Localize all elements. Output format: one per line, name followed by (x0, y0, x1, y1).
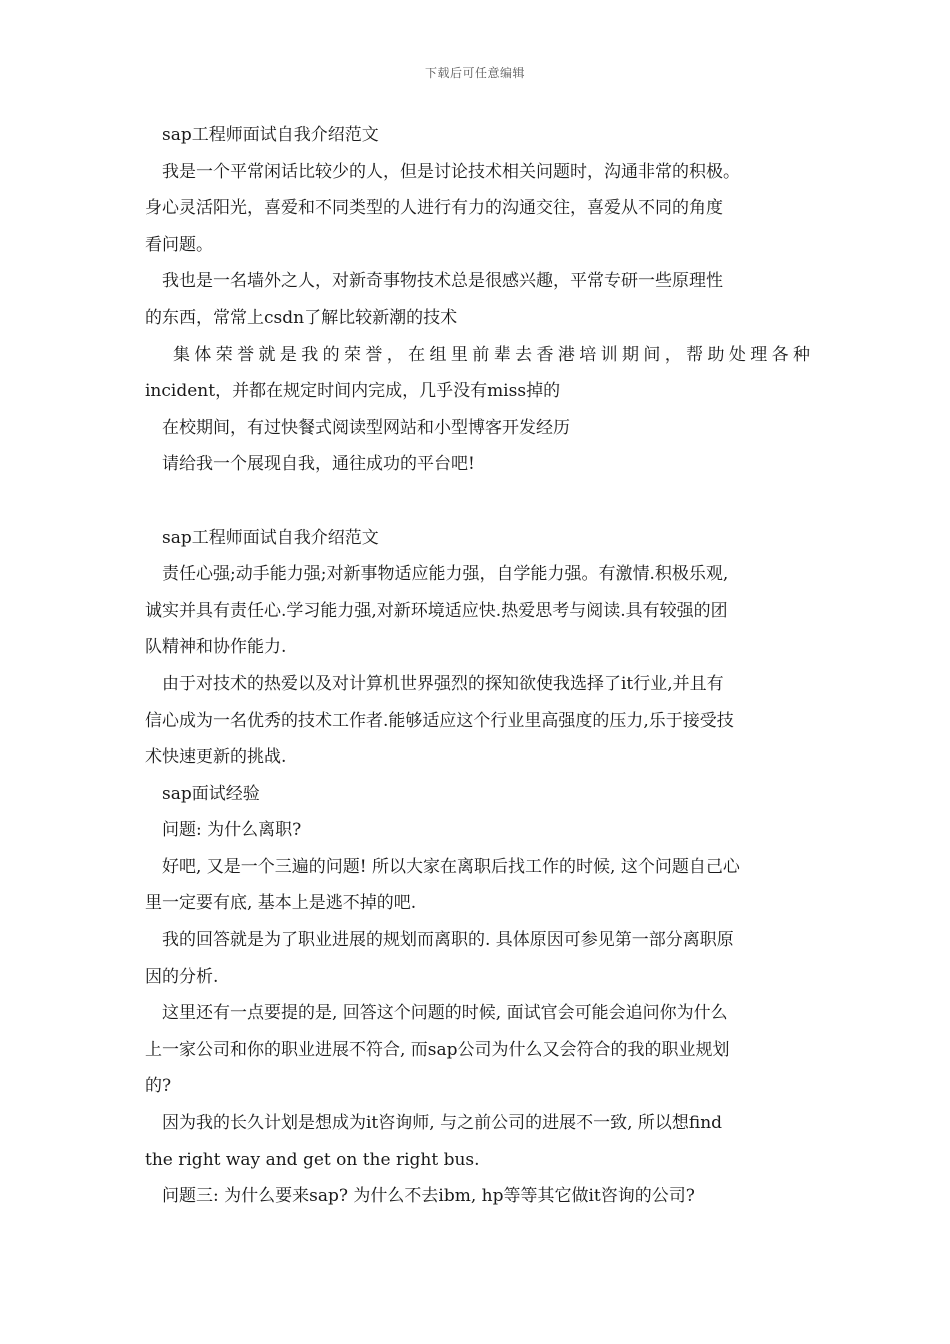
section-title: sap工程师面试自我介绍范文 (162, 527, 379, 548)
paragraph-line: 好吧, 又是一个三遍的问题! 所以大家在离职后找工作的时候, 这个问题自己心 (162, 856, 740, 877)
paragraph-line: 这里还有一点要提的是, 回答这个问题的时候, 面试官会可能会追问你为什么 (162, 1003, 728, 1024)
paragraph-line: 我也是一名墙外之人，对新奇事物技术总是很感兴趣，平常专研一些原理性 (162, 271, 723, 292)
paragraph-line: 上一家公司和你的职业进展不符合, 而sap公司为什么又会符合的我的职业规划 (145, 1039, 730, 1060)
paragraph-line: 身心灵活阳光，喜爱和不同类型的人进行有力的沟通交往，喜爱从不同的角度 (145, 198, 723, 219)
paragraph-line: the right way and get on the right bus. (145, 1149, 480, 1170)
blank-line (145, 483, 810, 520)
paragraph-line: 在校期间，有过快餐式阅读型网站和小型博客开发经历 (162, 417, 570, 438)
paragraph-line: 因为我的长久计划是想成为it咨询师, 与之前公司的进展不一致, 所以想find (162, 1113, 723, 1134)
document-body (145, 117, 810, 1215)
paragraph-line: 集体荣誉就是我的荣誉，在组里前辈去香港培训期间，帮助处理各种 (173, 344, 810, 365)
paragraph-line: 的? (145, 1076, 172, 1097)
question-line: 问题: 为什么离职? (162, 820, 302, 841)
paragraph-line: 由于对技术的热爱以及对计算机世界强烈的探知欲使我选择了it行业,并且有 (162, 673, 724, 694)
paragraph-line: 我的回答就是为了职业进展的规划而离职的. 具体原因可参见第一部分离职原 (162, 930, 734, 951)
paragraph-line: 里一定要有底, 基本上是逃不掉的吧. (145, 893, 417, 914)
paragraph-line: 信心成为一名优秀的技术工作者.能够适应这个行业里高强度的压力,乐于接受技 (145, 710, 734, 731)
paragraph-line: 队精神和协作能力. (145, 637, 287, 658)
paragraph-line: 看问题。 (145, 234, 213, 255)
paragraph-line: incident，并都在规定时间内完成，几乎没有miss掉的 (145, 381, 561, 402)
paragraph-line: 我是一个平常闲话比较少的人，但是讨论技术相关问题时，沟通非常的积极。 (162, 161, 740, 182)
paragraph-line: 责任心强;动手能力强;对新事物适应能力强，自学能力强。有激情.积极乐观, (162, 564, 729, 585)
paragraph-line: 诚实并具有责任心.学习能力强,对新环境适应快.热爱思考与阅读.具有较强的团 (145, 600, 728, 621)
paragraph-line: 的东西，常常上csdn了解比较新潮的技术 (145, 307, 458, 328)
question-line: 问题三: 为什么要来sap? 为什么不去ibm, hp等等其它做it咨询的公司? (162, 1186, 695, 1207)
paragraph-line: 术快速更新的挑战. (145, 747, 287, 768)
section-title: sap工程师面试自我介绍范文 (162, 125, 379, 145)
paragraph-line: 因的分析. (145, 966, 219, 987)
paragraph-line: 请给我一个展现自我，通往成功的平台吧! (162, 454, 475, 475)
page-header: 下载后可任意编辑 (424, 66, 525, 80)
section-title: sap面试经验 (162, 783, 260, 804)
